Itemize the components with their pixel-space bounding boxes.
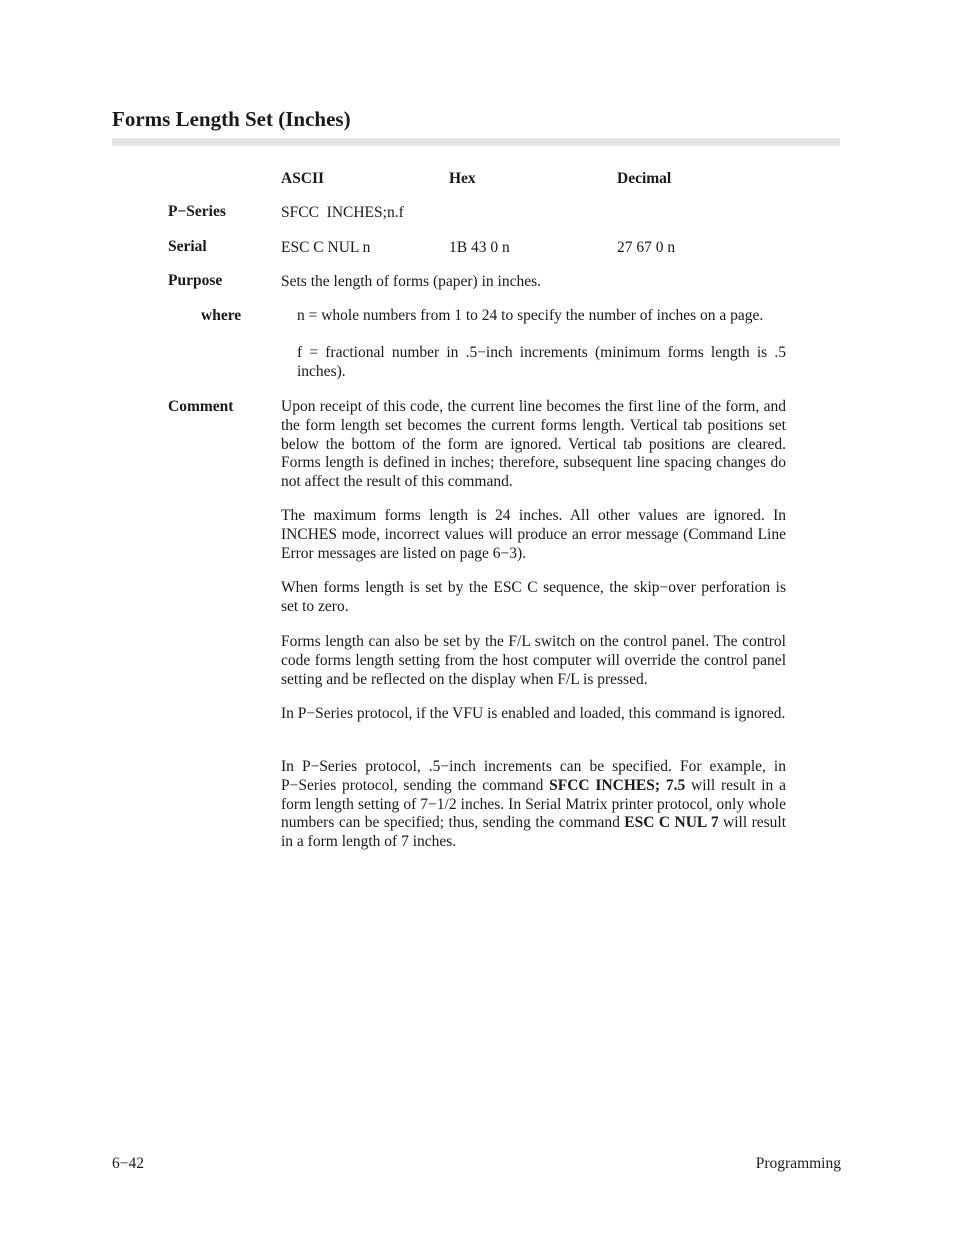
- comment-paragraph-1: Upon receipt of this code, the current line becomes the first line of the form, and the form length set becomes the current forms length. Vertical tab positions set below the bottom of the form are ignored. Vertical tab positions are cleared. Forms length is defined in inches; therefore, subsequent line spacing changes do not affect the result of this command.: [281, 398, 786, 491]
- serial-hex: 1B 43 0 n: [449, 239, 510, 256]
- label-comment: Comment: [168, 398, 234, 415]
- pseries-ascii: SFCC INCHES;n.f: [281, 204, 404, 221]
- footer-page-number: 6−42: [112, 1155, 144, 1172]
- serial-ascii: ESC C NUL n: [281, 239, 371, 256]
- label-serial: Serial: [168, 238, 207, 255]
- comment-paragraph-5: In P−Series protocol, if the VFU is enabled and loaded, this command is ignored.: [281, 705, 786, 722]
- p6-text-2: will result in a form length setting of 7−1/2 inches. In Serial Matrix printer protocol, only whole numbers can be specified; thus, sending the command: [281, 776, 786, 832]
- header-ascii: ASCII: [281, 170, 325, 187]
- comment-paragraph-3: When forms length is set by the ESC C sequence, the skip−over perforation is set to zero.: [281, 579, 786, 615]
- header-hex: Hex: [449, 170, 476, 187]
- title-rule: [112, 138, 840, 146]
- comment-paragraph-6: [281, 758, 786, 852]
- serial-decimal: 27 67 0 n: [617, 239, 676, 256]
- purpose-text: Sets the length of forms (paper) in inches.: [281, 273, 541, 290]
- label-purpose: Purpose: [168, 272, 223, 289]
- comment-paragraph-4: Forms length can also be set by the F/L switch on the control panel. The control code forms length setting from the host computer will override the control panel setting and be reflected on the display when F/L is pressed.: [281, 633, 786, 688]
- where-n: n = whole numbers from 1 to 24 to specify the number of inches on a page.: [297, 307, 764, 324]
- p6-command-pseries: SFCC INCHES; 7.5: [549, 776, 686, 794]
- where-f: f = fractional number in .5−inch increments (minimum forms length is .5 inches).: [297, 344, 786, 380]
- p6-text-1: In P−Series protocol, .5−inch increments can be specified. For example, in P−Series protocol, sending the command: [281, 758, 786, 794]
- p6-command-serial: ESC C NUL 7: [624, 814, 719, 832]
- comment-paragraph-2: The maximum forms length is 24 inches. All other values are ignored. In INCHES mode, incorrect values will produce an error message (Command Line Error messages are listed on page 6−3).: [281, 507, 786, 562]
- header-decimal: Decimal: [617, 170, 672, 187]
- label-where: where: [201, 307, 242, 324]
- label-pseries: P−Series: [168, 203, 226, 220]
- footer-section: Programming: [755, 1155, 841, 1172]
- page-title: Forms Length Set (Inches): [112, 107, 351, 131]
- p6-text-3: will result in a form length of 7 inches.: [281, 814, 787, 851]
